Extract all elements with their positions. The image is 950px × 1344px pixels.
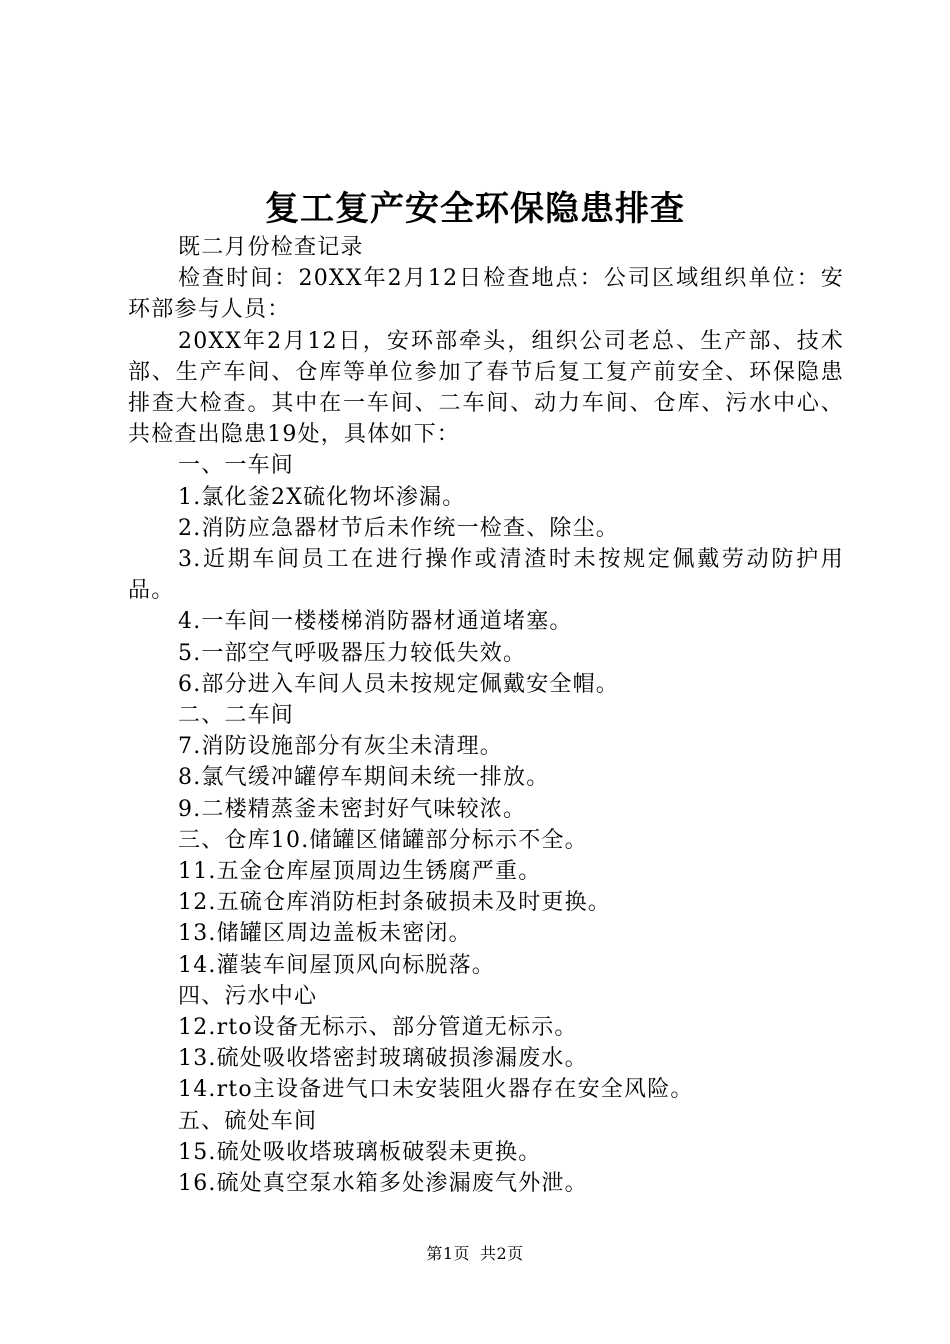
paragraph-summary: 20XX年2月12日，安环部牵头，组织公司老总、生产部、技术部、生产车间、仓库等单位参加了春节后复工复产前安全、环保隐患排查大检查。其中在一车间、二车间、动力车间、仓库、污水中心、共检查出隐患19处，具体如下： (128, 328, 844, 448)
list-item: 13.硫处吸收塔密封玻璃破损渗漏废水。 (178, 1046, 588, 1072)
document-body (128, 232, 844, 1199)
list-item: 8.氯气缓冲罐停车期间未统一排放。 (178, 765, 550, 791)
page-number-total: 共2页 (480, 1244, 524, 1263)
list-item: 1.氯化釜2X硫化物坏渗漏。 (178, 484, 466, 510)
list-item: 2.消防应急器材节后未作统一检查、除尘。 (178, 515, 619, 541)
list-item: 4.一车间一楼楼梯消防器材通道堵塞。 (178, 609, 573, 635)
document-title: 复工复产安全环保隐患排查 (265, 189, 685, 229)
list-item: 14.rto主设备进气口未安装阻火器存在安全风险。 (178, 1077, 694, 1103)
list-item: 12.五硫仓库消防柜封条破损未及时更换。 (178, 890, 611, 916)
list-item: 16.硫处真空泵水箱多处渗漏废气外泄。 (178, 1171, 588, 1197)
list-item: 15.硫处吸收塔玻璃板破裂未更换。 (178, 1139, 542, 1165)
list-item: 5.一部空气呼吸器压力较低失效。 (178, 640, 527, 666)
list-item: 14.灌装车间屋顶风向标脱落。 (178, 952, 495, 978)
section-heading-sulfur-workshop: 五、硫处车间 (178, 1108, 318, 1134)
paragraph-record-heading: 既二月份检查记录 (178, 235, 364, 260)
section-heading-warehouse: 三、仓库10.储罐区储罐部分标示不全。 (178, 827, 588, 853)
list-item: 9.二楼精蒸釜未密封好气味较浓。 (178, 796, 527, 822)
page-footer (0, 1242, 950, 1266)
list-item: 7.消防设施部分有灰尘未清理。 (178, 734, 503, 760)
list-item: 6.部分进入车间人员未按规定佩戴安全帽。 (178, 671, 619, 697)
section-heading-workshop-1: 一、一车间 (178, 453, 295, 479)
section-heading-sewage-center: 四、污水中心 (178, 983, 318, 1009)
section-heading-workshop-2: 二、二车间 (178, 703, 295, 729)
list-item: 3.近期车间员工在进行操作或清渣时未按规定佩戴劳动防护用品。 (128, 547, 844, 604)
page-number-current: 第1页 (426, 1244, 470, 1263)
list-item: 13.储罐区周边盖板未密闭。 (178, 921, 472, 947)
list-item: 12.rto设备无标示、部分管道无标示。 (178, 1015, 578, 1041)
paragraph-inspection-info: 检查时间：20XX年2月12日检查地点：公司区域组织单位：安环部参与人员： (128, 266, 844, 323)
list-item: 11.五金仓库屋顶周边生锈腐严重。 (178, 859, 542, 885)
